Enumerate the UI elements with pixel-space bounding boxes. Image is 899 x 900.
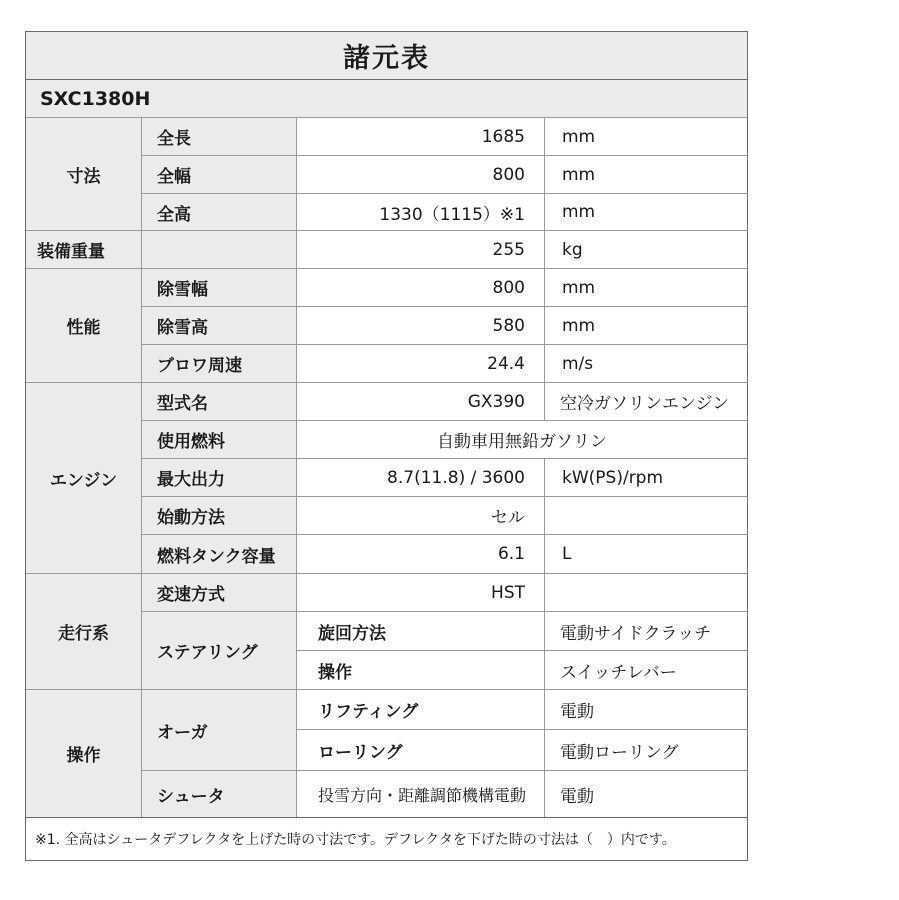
- value-tank: 6.1: [497, 544, 525, 564]
- group-operation: 操作: [26, 690, 141, 817]
- value-weight: 255: [492, 239, 525, 260]
- label-blower-speed: ブロワ周速: [142, 345, 296, 382]
- group-dimensions: 寸法: [26, 118, 141, 230]
- label-chute: シュータ: [142, 771, 296, 817]
- unit-height: mm: [562, 202, 596, 222]
- label-fuel: 使用燃料: [142, 421, 296, 458]
- value-chute: 電動: [560, 786, 594, 807]
- unit-weight: kg: [562, 239, 583, 260]
- value-rolling: 電動ローリング: [560, 742, 679, 763]
- value-clear-width: 800: [492, 277, 525, 298]
- value-steering-control: スイッチレバー: [560, 662, 677, 683]
- unit-model-name: 空冷ガソリンエンジン: [560, 394, 730, 414]
- footnote: ※1. 全高はシュータデフレクタを上げた時の寸法です。デフレクタを下げた時の寸法は（ ）内です。: [35, 832, 676, 848]
- divider: [141, 306, 747, 307]
- label-tank: 燃料タンク容量: [142, 535, 296, 573]
- divider: [26, 117, 747, 118]
- unit-clear-width: mm: [562, 277, 596, 298]
- label-steering-control: 操作: [318, 662, 352, 683]
- value-max-output: 8.7(11.8) / 3600: [387, 467, 525, 488]
- divider: [26, 689, 747, 690]
- divider: [26, 382, 747, 383]
- label-transmission: 変速方式: [142, 574, 296, 611]
- divider: [141, 193, 747, 194]
- divider: [26, 817, 747, 818]
- label-auger: オーガ: [142, 690, 296, 770]
- value-fuel: 自動車用無鉛ガソリン: [437, 432, 607, 452]
- divider: [296, 650, 747, 651]
- value-transmission: HST: [491, 582, 525, 603]
- value-turning: 電動サイドクラッチ: [560, 623, 712, 644]
- group-drive: 走行系: [26, 574, 141, 689]
- divider: [141, 118, 142, 817]
- divider: [544, 459, 545, 817]
- divider: [26, 268, 747, 269]
- unit-tank: L: [562, 544, 572, 564]
- divider: [296, 729, 747, 730]
- label-rolling: ローリング: [318, 742, 403, 763]
- value-length: 1685: [481, 126, 525, 147]
- label-chute-adjust: 投雪方向・距離調節機構電動: [318, 785, 527, 805]
- value-width: 800: [492, 164, 525, 185]
- divider: [296, 118, 297, 817]
- divider: [141, 458, 747, 459]
- divider: [141, 155, 747, 156]
- unit-max-output: kW(PS)/rpm: [562, 467, 664, 488]
- value-starting: セル: [491, 508, 525, 528]
- divider: [141, 420, 747, 421]
- value-clear-height: 580: [492, 315, 525, 336]
- group-engine: エンジン: [26, 383, 141, 573]
- label-steering: ステアリング: [142, 612, 296, 689]
- value-model-name: GX390: [467, 391, 525, 412]
- label-clear-width: 除雪幅: [142, 269, 296, 306]
- model-name: SXC1380H: [26, 80, 747, 117]
- value-height: 1330（1115）※1: [379, 204, 525, 225]
- divider: [26, 573, 747, 574]
- unit-width: mm: [562, 164, 596, 185]
- value-blower-speed: 24.4: [487, 353, 525, 374]
- divider: [141, 344, 747, 345]
- value-lifting: 電動: [560, 702, 594, 722]
- group-weight: 装備重量: [26, 231, 296, 268]
- table-title: 諸元表: [26, 32, 747, 79]
- label-clear-height: 除雪高: [142, 307, 296, 344]
- label-starting: 始動方法: [142, 497, 296, 534]
- unit-blower-speed: m/s: [562, 353, 594, 374]
- divider: [141, 496, 747, 497]
- divider: [141, 534, 747, 535]
- label-width: 全幅: [142, 156, 296, 193]
- label-length: 全長: [142, 118, 296, 155]
- label-max-output: 最大出力: [142, 459, 296, 496]
- divider: [544, 118, 545, 421]
- divider: [26, 230, 747, 231]
- label-lifting: リフティング: [318, 702, 419, 722]
- label-model-name: 型式名: [142, 383, 296, 420]
- label-height: 全高: [142, 194, 296, 230]
- unit-transmission: [545, 574, 747, 611]
- unit-starting: [545, 497, 747, 534]
- divider: [141, 770, 747, 771]
- divider: [26, 79, 747, 80]
- label-turning: 旋回方法: [318, 623, 386, 644]
- group-performance: 性能: [26, 269, 141, 382]
- spec-table: [25, 31, 748, 861]
- unit-clear-height: mm: [562, 315, 596, 336]
- unit-length: mm: [562, 126, 596, 147]
- divider: [141, 611, 747, 612]
